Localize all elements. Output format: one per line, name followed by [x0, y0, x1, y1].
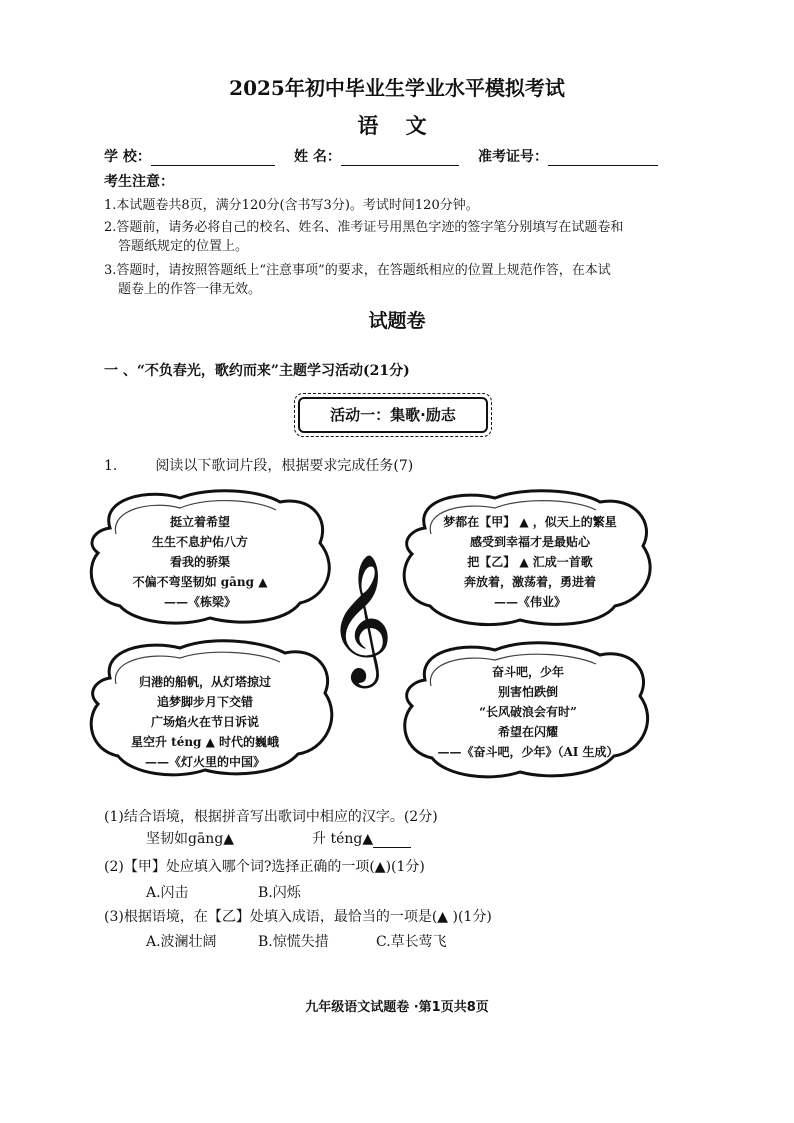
sub-question-1: (1)结合语境，根据拼音写出歌词中相应的汉字。(2分): [104, 809, 438, 825]
lyric-bottom-left: [122, 672, 288, 772]
ticket-field: [478, 146, 658, 166]
name-field: [294, 146, 459, 166]
treble-clef-icon: 𝄞: [327, 553, 394, 683]
notice-heading: 考生注意：: [104, 174, 174, 190]
lyric-top-left: [120, 512, 280, 612]
exam-title: 2025年初中毕业生学业水平模拟考试: [229, 76, 565, 100]
school-blank[interactable]: [151, 151, 275, 166]
notice-item: 2.答题前，请务必将自己的校名、姓名、准考证号用黑色字迹的签字笔分别填写在试题卷和: [104, 220, 624, 235]
lyric-line: 梦都在【甲】 ▲ ，似天上的繁星: [443, 515, 617, 529]
lyric-line: 奔放着，激荡着，勇进着: [463, 575, 596, 589]
lyric-line: 希望在闪耀: [497, 725, 558, 739]
ticket-label: 准考证号：: [478, 149, 548, 165]
school-label: 学 校：: [104, 149, 151, 165]
lyric-source: ——《伟业》: [493, 595, 566, 609]
section-title: 试题卷: [368, 310, 426, 332]
name-blank[interactable]: [341, 151, 459, 166]
answer-teng-text: 升 téng▲: [312, 831, 374, 847]
notice-item: 3.答题时，请按照答题纸上“注意事项”的要求，在答题纸相应的位置上规范作答，在本试: [104, 263, 611, 278]
activity-badge: 活动一：集歌·励志: [298, 397, 488, 433]
answer-gang: [146, 828, 234, 848]
name-label: 姓 名：: [294, 149, 341, 165]
lyric-line: 感受到幸福才是最贴心: [469, 535, 590, 549]
lyric-line: 把【乙】 ▲ 汇成一首歌: [467, 555, 593, 569]
school-field: [104, 146, 275, 166]
lyric-line: 星空升 téng ▲ 时代的巍峨: [130, 735, 280, 749]
lyric-line: 看我的骄渠: [169, 555, 230, 569]
sub-question-2: (2)【甲】处应填入哪个词?选择正确的一项(▲)(1分): [104, 859, 425, 875]
part-one-heading: 一 、“不负春光，歌约而来”主题学习活动(21分): [104, 363, 410, 379]
sub-question-3: (3)根据语境，在【乙】处填入成语，最恰当的一项是(▲ )(1分): [104, 909, 492, 925]
lyric-line: 挺立着希望: [169, 515, 230, 529]
question-text: 阅读以下歌词片段，根据要求完成任务(7): [155, 458, 414, 474]
ticket-blank[interactable]: [548, 151, 658, 166]
lyric-line: 奋斗吧，少年: [491, 665, 564, 679]
lyric-line: 追梦脚步月下交错: [156, 695, 253, 709]
lyric-line: 不偏不弯坚韧如 gāng ▲: [132, 575, 268, 589]
lyric-source: ——《奋斗吧，少年》（AI 生成）: [437, 745, 619, 759]
option-c[interactable]: C.草长莺飞: [376, 934, 447, 950]
lyric-source: ——《灯火里的中国》: [144, 755, 265, 769]
lyric-top-right: [432, 512, 628, 612]
answer-teng-blank[interactable]: [373, 835, 411, 848]
notice-item: 答题纸规定的位置上。: [118, 239, 249, 254]
question-1: [104, 455, 413, 475]
lyric-line: “长风破浪会有时”: [479, 705, 577, 719]
option-b[interactable]: B.闪烁: [258, 885, 301, 901]
lyric-line: 生生不息护佑八方: [151, 535, 248, 549]
subject-title: 语 文: [357, 113, 437, 138]
answer-teng: [312, 828, 411, 848]
question-number: 1.: [104, 458, 118, 474]
lyric-bottom-right: [430, 662, 626, 762]
lyric-source: ——《栋梁》: [163, 595, 236, 609]
lyric-line: 别害怕跌倒: [497, 685, 558, 699]
lyric-line: 广场焰火在节日诉说: [150, 715, 259, 729]
option-a[interactable]: A.闪击: [146, 885, 189, 901]
option-a[interactable]: A.波澜壮阔: [146, 934, 217, 950]
lyric-line: 归港的船帆，从灯塔掠过: [138, 675, 271, 689]
notice-item: 1.本试题卷共8页，满分120分(含书写3分)。考试时间120分钟。: [104, 198, 479, 213]
page-footer: 九年级语文试题卷 ·第1页共8页: [305, 1000, 489, 1015]
answer-gang-text: 坚韧如gāng▲: [146, 831, 235, 847]
option-b[interactable]: B.惊慌失措: [258, 934, 329, 950]
notice-item: 题卷上的作答一律无效。: [118, 282, 262, 297]
